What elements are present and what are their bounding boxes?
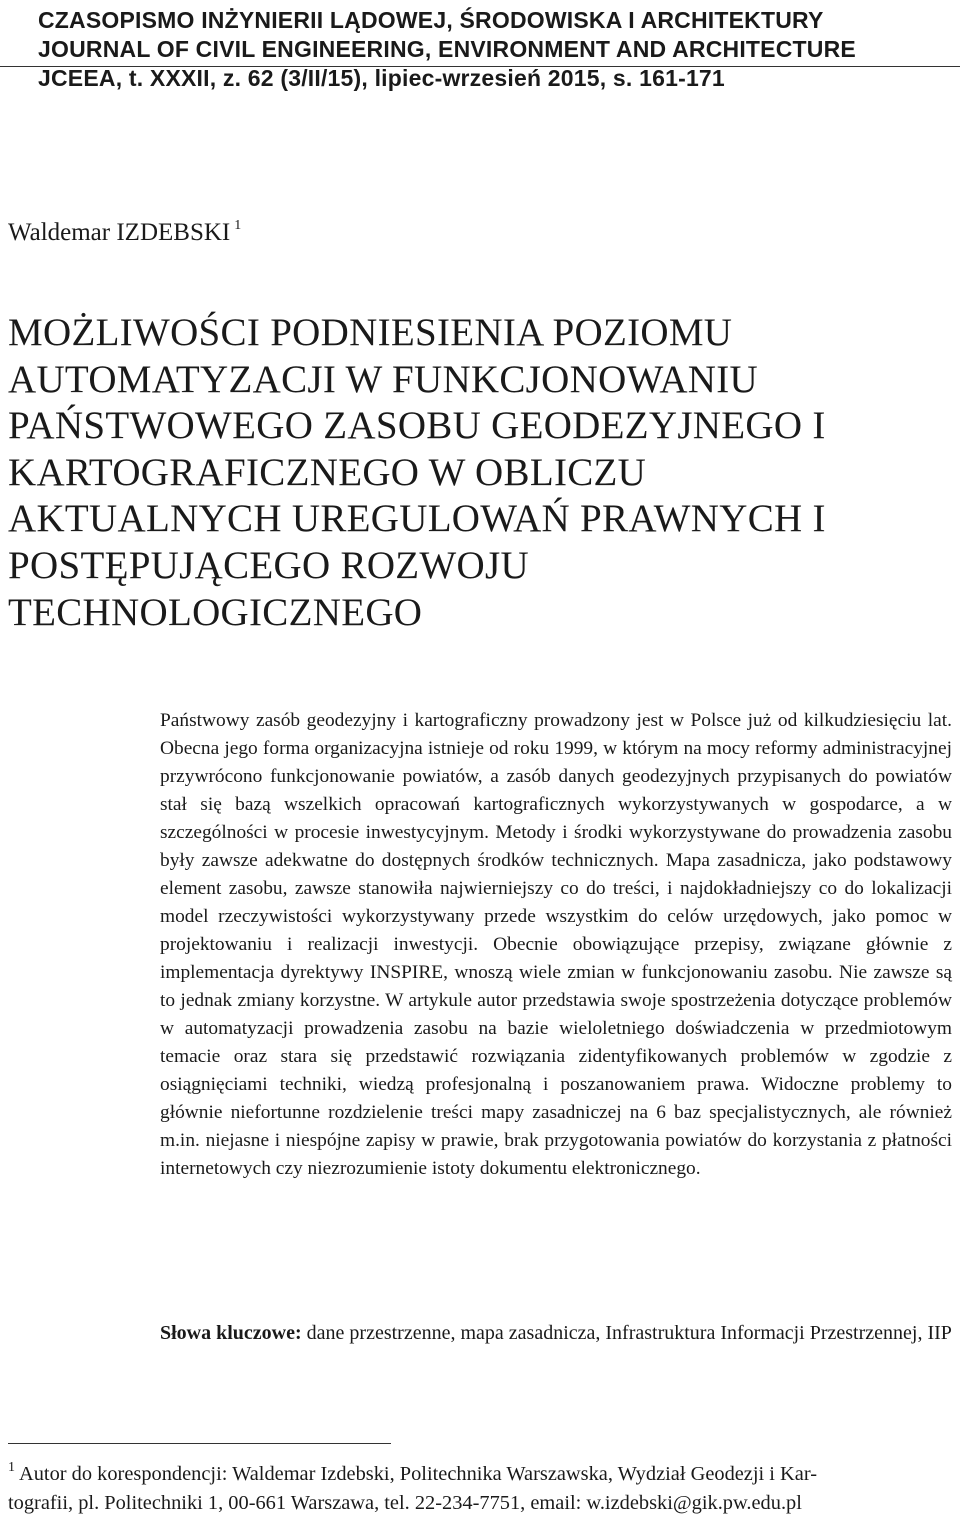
journal-issue-info: JCEEA, t. XXXII, z. 62 (3/II/15), lipiec-wrzesień 2015, s. 161-171 bbox=[38, 65, 725, 91]
title-line-6: POSTĘPUJĄCEGO ROZWOJU bbox=[8, 543, 529, 587]
author-name: Waldemar IZDEBSKI bbox=[8, 219, 231, 246]
title-line-1: MOŻLIWOŚCI PODNIESIENIA POZIOMU bbox=[8, 311, 733, 354]
title-line-4: KARTOGRAFICZNEGO W OBLICZU bbox=[8, 450, 647, 494]
title-line-5: AKTUALNYCH UREGULOWAŃ PRAWNYCH I bbox=[8, 497, 826, 541]
abstract-paragraph: Państwowy zasób geodezyjny i kartograficzny prowadzony jest w Polsce już od kilkudziesięciu lat. Obecna jego forma organizacyjna istnieje od roku 1999, w którym na mocy reformy administracyjnej przywrócono funkcjonowanie powiatów, a zasób danych geodezyjnych przypisanych do powiatów stał się bazą wszelkich opracowań kartograficznych wykorzystywanych w gospodarce, a w szczególności w procesie inwestycyjnym. Metody i środki wykorzystywane do prowadzenia zasobu były zawsze adekwatne do dostępnych środków technicznych. Mapa zasadnicza, jako podstawowy element zasobu, zawsze stanowiła najwierniejszy co do treści, i najdokładniejszy co do lokalizacji model rzeczywistości wykorzystywany przede wszystkim do celów urzędowych, jako pomoc w projektowaniu i realizacji inwestycji. Obecnie obowiązujące przepisy, związane głównie z implementacja dyrektywy INSPIRE, wnoszą wiele zmian w funkcjonowaniu zasobu. Nie zawsze są to jednak zmiany korzystne. W artykule autor przedstawia swoje spostrzeżenia dotyczące problemów w automatyzacji prowadzenia zasobu na bazie wieloletniego doświadczenia w przedmiotowym temacie oraz stara się przedstawić rozwiązania zidentyfikowanych problemów w zgodzie z osiągnięciami techniki, wiedzą profesjonalną i poszanowaniem prawa. Widoczne problemy to głównie niefortunne rozdzielenie treści mapy zasadniczej na 6 baz specjalistycznych, ale również m.in. niejasne i niespójne zapisy w prawie, brak przygotowania powiatów do korzystania z płatności internetowych czy niezrozumienie istoty dokumentu elektronicznego. bbox=[160, 710, 952, 1179]
journal-header bbox=[38, 6, 938, 93]
header-divider bbox=[0, 66, 960, 67]
footnote-line-2: tografii, pl. Politechniki 1, 00-661 Warszawa, tel. 22-234-7751, email: w.izdebski@gik.pw.edu.pl bbox=[8, 1492, 802, 1514]
journal-name-polish: CZASOPISMO INŻYNIERII LĄDOWEJ, ŚRODOWISKA I ARCHITEKTURY bbox=[38, 7, 824, 33]
journal-name-english: JOURNAL OF CIVIL ENGINEERING, ENVIRONMENT AND ARCHITECTURE bbox=[38, 36, 856, 62]
title-line-3: PAŃSTWOWEGO ZASOBU GEODEZYJNEGO I bbox=[8, 404, 826, 448]
footnote-text-1: Autor do korespondencji: Waldemar Izdebski, Politechnika Warszawska, Wydział Geodezji i Kar- bbox=[19, 1463, 817, 1485]
footnote-line-1 bbox=[8, 1453, 960, 1489]
keywords-list: dane przestrzenne, mapa zasadnicza, Infrastruktura Informacji Przestrzennej, IIP bbox=[306, 1322, 952, 1344]
footnote-divider bbox=[8, 1443, 391, 1444]
footnote bbox=[8, 1453, 960, 1518]
author-line bbox=[8, 210, 241, 249]
author-footnote-mark: 1 bbox=[234, 218, 242, 233]
footnote-mark: 1 bbox=[8, 1460, 15, 1475]
keywords-label: Słowa kluczowe: bbox=[160, 1322, 302, 1344]
keywords bbox=[160, 1318, 960, 1348]
article-title bbox=[8, 310, 958, 636]
title-line-7: TECHNOLOGICZNEGO bbox=[8, 590, 423, 634]
title-line-2: AUTOMATYZACJI W FUNKCJONOWANIU bbox=[8, 357, 759, 401]
